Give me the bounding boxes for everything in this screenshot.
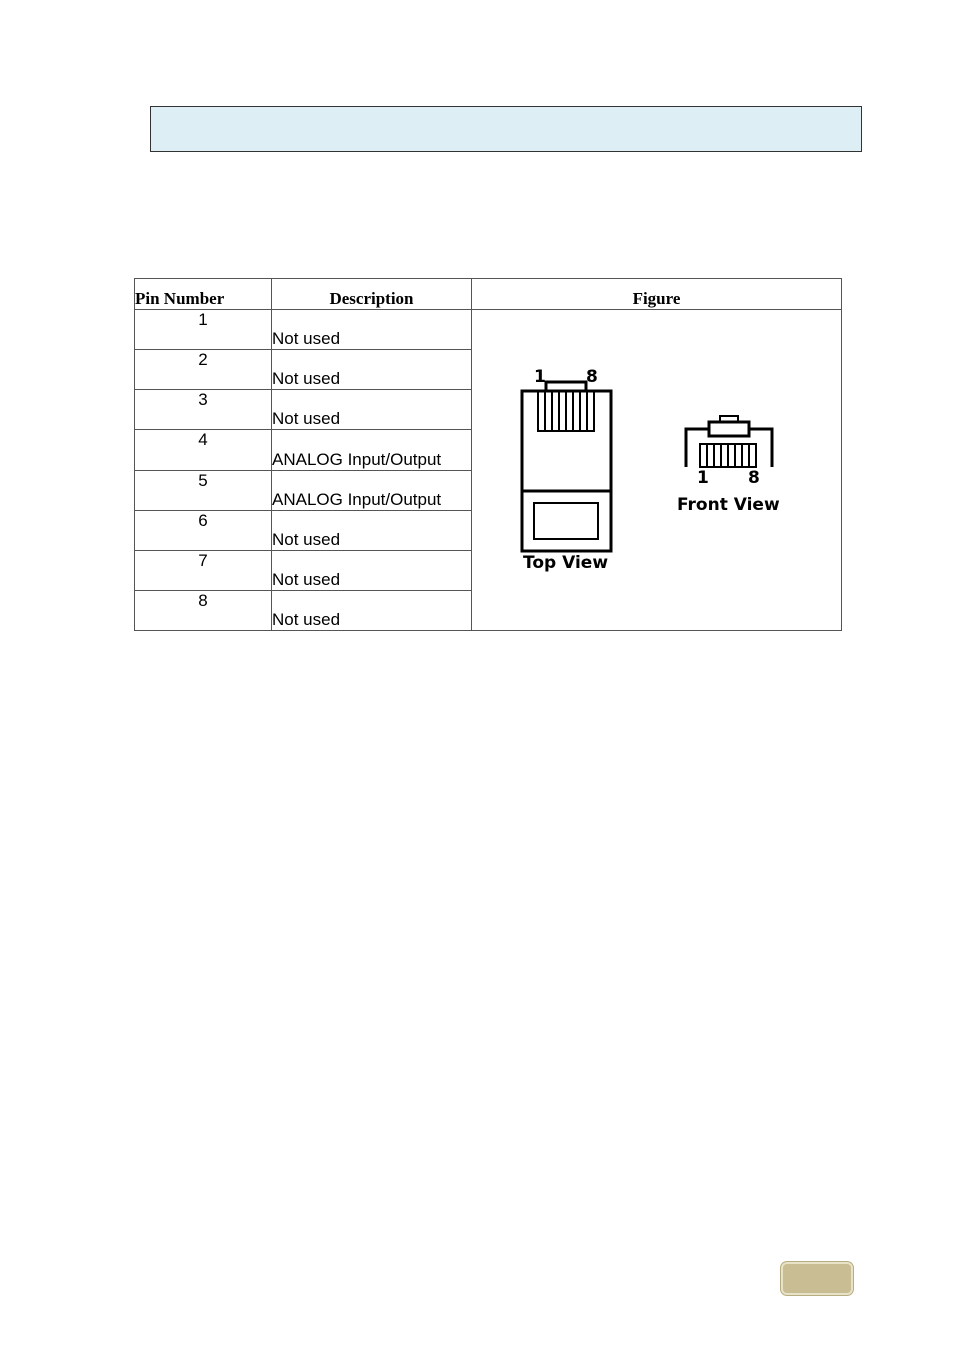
table-header-row <box>135 279 842 310</box>
front-view-latch <box>709 422 749 436</box>
pin-description-cell: ANALOG Input/Output <box>272 430 472 470</box>
pin-description-cell: Not used <box>272 510 472 550</box>
top-view-latch <box>546 382 586 391</box>
pin-number-cell: 3 <box>135 390 272 430</box>
pin-description-cell: Not used <box>272 550 472 590</box>
pin-description-cell: Not used <box>272 390 472 430</box>
front-view-clip <box>720 416 738 422</box>
pin-description-cell: ANALOG Input/Output <box>272 470 472 510</box>
front-view-connector <box>686 416 772 467</box>
pin-description-cell: Not used <box>272 350 472 390</box>
top-view-pin-8-label: 8 <box>586 367 598 387</box>
pin-number-cell: 6 <box>135 510 272 550</box>
front-view-pin-8-label: 8 <box>748 468 760 488</box>
pin-number-cell: 7 <box>135 550 272 590</box>
top-view-pin-lines <box>545 391 587 431</box>
top-view-label: Top View <box>523 553 609 573</box>
section-header-bar <box>150 106 862 152</box>
header-figure: Figure <box>472 279 842 310</box>
pin-description-cell: Not used <box>272 590 472 630</box>
front-view-pin-lines <box>707 444 749 467</box>
top-view-connector <box>522 382 611 551</box>
top-view-window <box>534 503 598 539</box>
pin-number-cell: 2 <box>135 350 272 390</box>
pin-number-cell: 4 <box>135 430 272 470</box>
rj45-connector-figure <box>472 310 841 630</box>
front-view-pin-1-label: 1 <box>697 468 709 488</box>
pin-number-cell: 5 <box>135 470 272 510</box>
page-number-badge <box>781 1262 853 1295</box>
front-view-label: Front View <box>677 495 780 515</box>
pin-number-cell: 8 <box>135 590 272 630</box>
pin-description-cell: Not used <box>272 310 472 350</box>
figure-cell <box>472 310 842 631</box>
header-pin-number: Pin Number <box>135 279 272 310</box>
top-view-pin-1-label: 1 <box>534 367 546 387</box>
header-description: Description <box>272 279 472 310</box>
table-row <box>135 310 842 350</box>
pin-table <box>134 278 842 631</box>
pin-number-cell: 1 <box>135 310 272 350</box>
